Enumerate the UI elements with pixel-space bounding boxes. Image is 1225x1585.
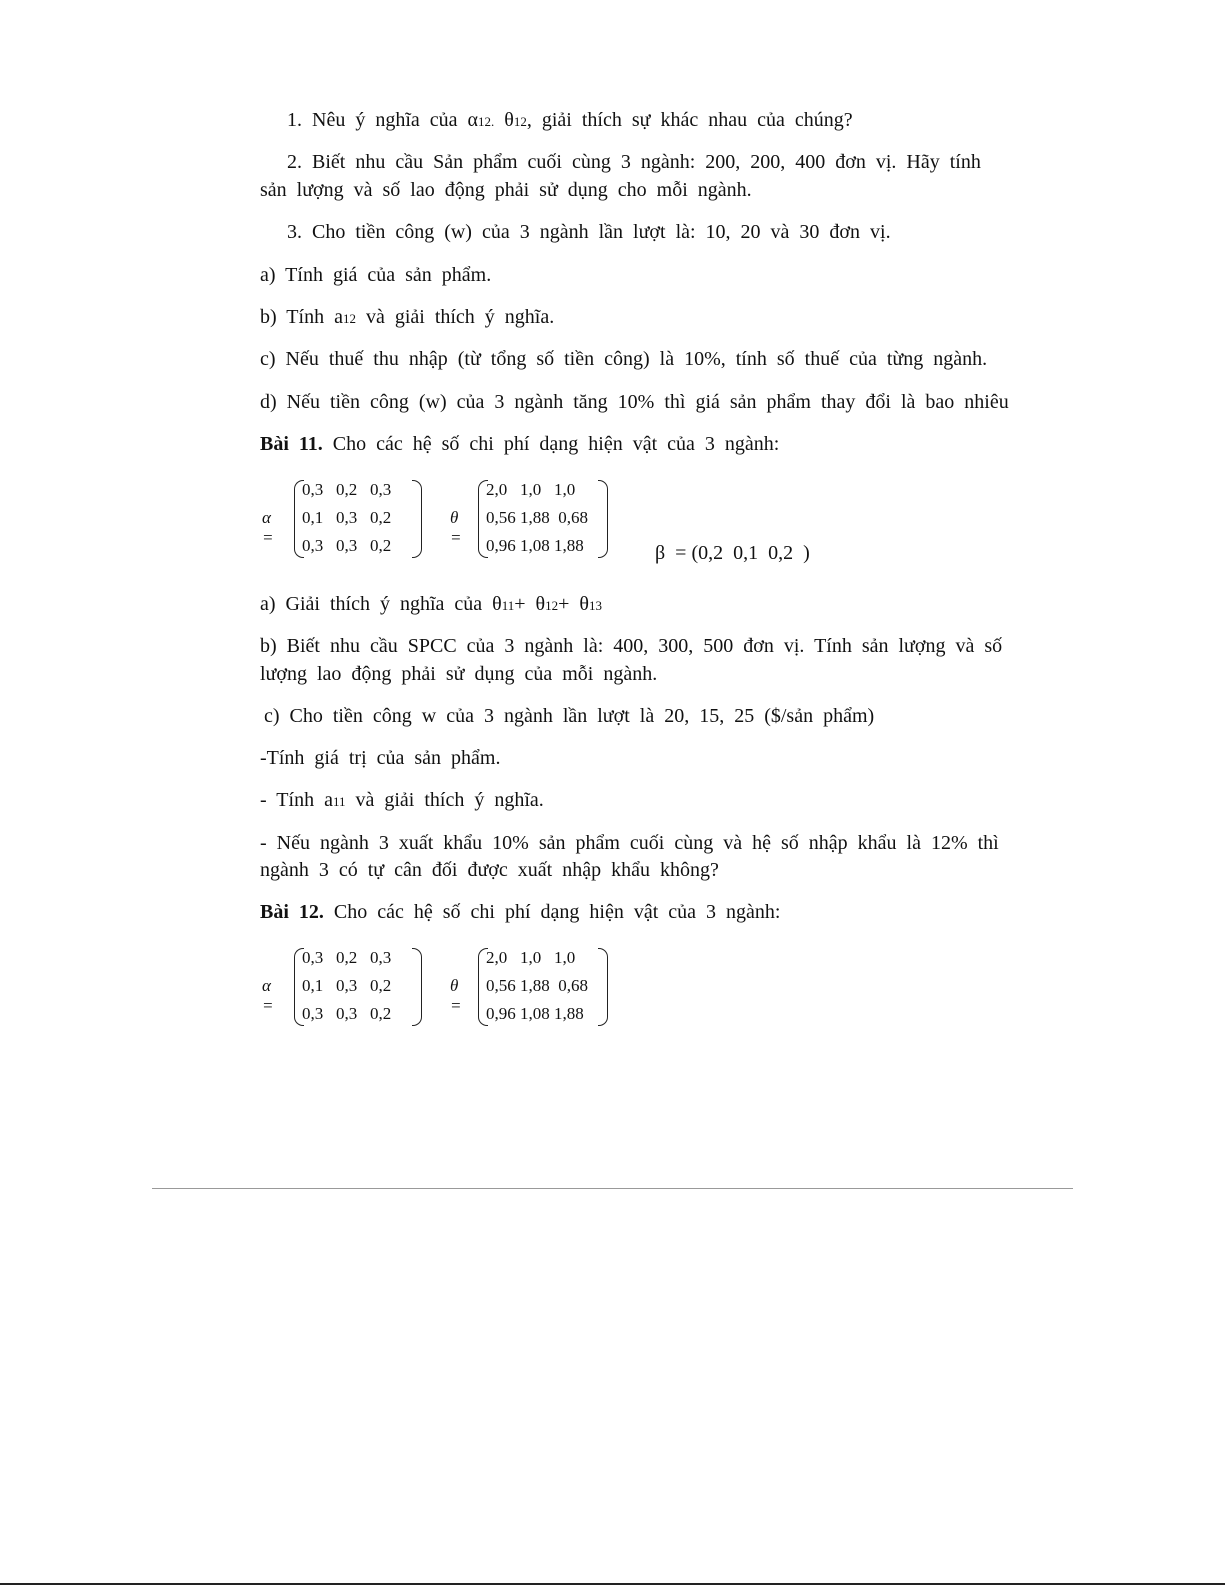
- question-1: 1. Nêu ý nghĩa của α12. θ12, giải thích sự khác nhau của chúng?: [287, 109, 853, 131]
- question-3a: a) Tính giá của sản phẩm.: [260, 264, 492, 286]
- exercise-11a: a) Giải thích ý nghĩa của θ11+ θ12+ θ13: [260, 593, 602, 615]
- question-3c: c) Nếu thuế thu nhập (từ tổng số tiền công) là 10%, tính số thuế của từng ngành.: [260, 348, 988, 370]
- question-3: 3. Cho tiền công (w) của 3 ngành lần lượt là: 10, 20 và 30 đơn vị.: [287, 221, 891, 243]
- exercise-12-title: Bài 12.: [260, 901, 324, 923]
- exercise-11c-item-3-line-1: - Nếu ngành 3 xuất khẩu 10% sản phẩm cuối cùng và hệ số nhập khẩu là 12% thì: [260, 832, 999, 854]
- exercise-11-title: Bài 11.: [260, 433, 323, 455]
- exercise-11c-item-3-line-2: ngành 3 có tự cân đối được xuất nhập khẩu không?: [260, 859, 719, 881]
- exercise-11b-line-1: b) Biết nhu cầu SPCC của 3 ngành là: 400, 300, 500 đơn vị. Tính sản lượng và số: [260, 635, 1003, 657]
- page-divider: [152, 1188, 1073, 1189]
- exercise-11c-item-2: - Tính a11 và giải thích ý nghĩa.: [260, 789, 544, 811]
- exercise-11c-item-1: -Tính giá trị của sản phẩm.: [260, 747, 501, 769]
- exercise-11-heading: Bài 11. Cho các hệ số chi phí dạng hiện vật của 3 ngành:: [260, 433, 780, 455]
- question-3d: d) Nếu tiền công (w) của 3 ngành tăng 10% thì giá sản phẩm thay đổi là bao nhiêu: [260, 391, 1009, 413]
- exercise-11c: c) Cho tiền công w của 3 ngành lần lượt là 20, 15, 25 ($/sản phẩm): [264, 705, 875, 727]
- question-2-line-2: sản lượng và số lao động phải sử dụng cho mỗi ngành.: [260, 179, 752, 201]
- question-2-line-1: 2. Biết nhu cầu Sản phẩm cuối cùng 3 ngành: 200, 200, 400 đơn vị. Hãy tính: [287, 151, 981, 173]
- beta-vector: β = (0,2 0,1 0,2 ): [655, 542, 810, 564]
- exercise-11b-line-2: lượng lao động phải sử dụng của mỗi ngành.: [260, 663, 658, 685]
- exercise-12-heading: Bài 12. Cho các hệ số chi phí dạng hiện vật của 3 ngành:: [260, 901, 781, 923]
- question-3b: b) Tính a12 và giải thích ý nghĩa.: [260, 306, 555, 328]
